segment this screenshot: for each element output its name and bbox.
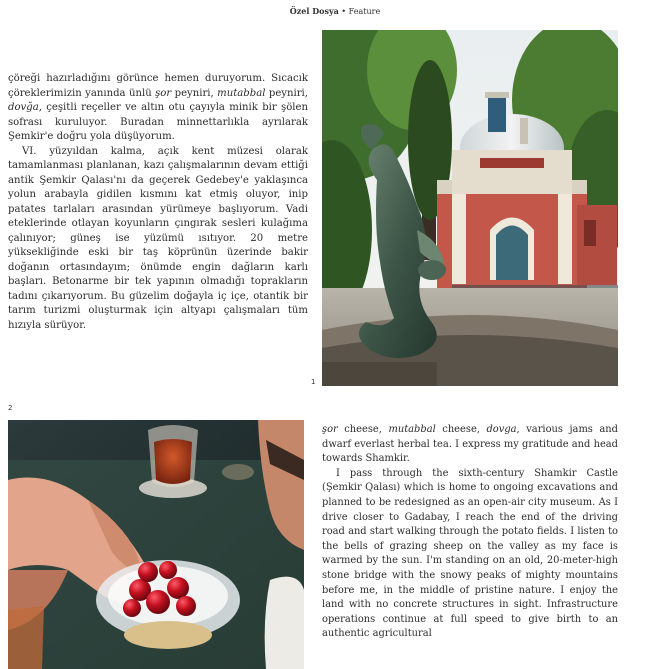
turkish-p1-text-b: peyniri, [171,87,218,99]
figure-1-number: 1 [311,378,316,386]
header-section: Özel Dosya [289,6,339,16]
english-term-sor: şor [322,424,338,435]
turkish-p1-text-c: peyniri, [265,87,308,99]
turkish-p1-text-d: , çeşitli reçeller ve altın otu çayıyla minik bir şölen sofrası kuruluyor. Buradan minnettarlıkla ayrılarak Şemkir'e doğru yola düşüyorum. [8,102,308,142]
english-text-column [322,423,618,642]
english-p1-text-c: , various jams and dwarf everlast herbal tea. I express my gratitude and head towards Shamkir. [322,424,618,465]
running-header [0,6,670,16]
turkish-term-dovga: dovğa [8,102,39,113]
turkish-p1-text-a: çöreği hazırladığını görünce hemen duruyorum. Sıcacık çöreklerimizin yanında ünlü [8,73,308,99]
english-term-mutabbal: mutabbal [388,424,436,435]
turkish-term-mutabbal: mutabbal [217,87,266,99]
turkish-text-column [8,72,308,333]
header-separator: • [338,7,349,16]
header-category: Feature [348,7,381,16]
english-p1-text-b: cheese, [435,424,487,435]
english-paragraph-2: I pass through the sixth-century Shamkir Castle (Şemkir Qalası) which is home to ongoing excavations and planned to be redesigned as an open-air city museum. As I drive closer to Gadabay, I reach the end of the driving road and start walking through the potato fields. I listen to the bells of grazing sheep on the valley as my face is warmed by the sun. I'm standing on an old, 20-meter-high stone bridge with the snowy peaks of mighty mountains before me, in the middle of pristine nature. I enjoy the land with no concrete structures in sight. Infrastructure operations continue at full speed to give birth to an authentic agricultural [322,467,618,640]
photo-mermaid-statue [322,30,618,386]
turkish-paragraph-1 [8,72,308,145]
turkish-paragraph-2: VI. yüzyıldan kalma, açık kent müzesi olarak tamamlanması planlanan, kazı çalışmalarının devam ettiği antik Şemkir Qalası'nı da geçerek Gedebey'e yaklaşınca yolun arabayla gidilen kısmını kat etmiş oluyor, inip patates tarlaları arasından yürümeye başlıyorum. Vadi eteklerinde otlayan koyunların çıngırak sesleri kulağıma çalınıyor; güneş ise yüzümü ısıtıyor. 20 metre yüksekliğinde eski bir taş köprünün üzerinde bakir doğanın ortasındayım; önümde engin dağların karlı başları. Betonarme bir tek yapının olmadığı toprakların tadını çıkarıyorum. Bu güzelim doğayla iç içe, otantik bir tarım turizmi oluşturmak için altyapı çalışmaları tüm hızıyla sürüyor. [8,145,308,331]
photo-cherry-dessert [8,420,304,669]
figure-2-number: 2 [8,404,13,412]
turkish-term-sor: şor [155,87,172,99]
english-term-dovga: dovga [486,424,517,435]
english-paragraph-1 [322,423,618,467]
english-p1-text-a: cheese, [337,424,389,435]
